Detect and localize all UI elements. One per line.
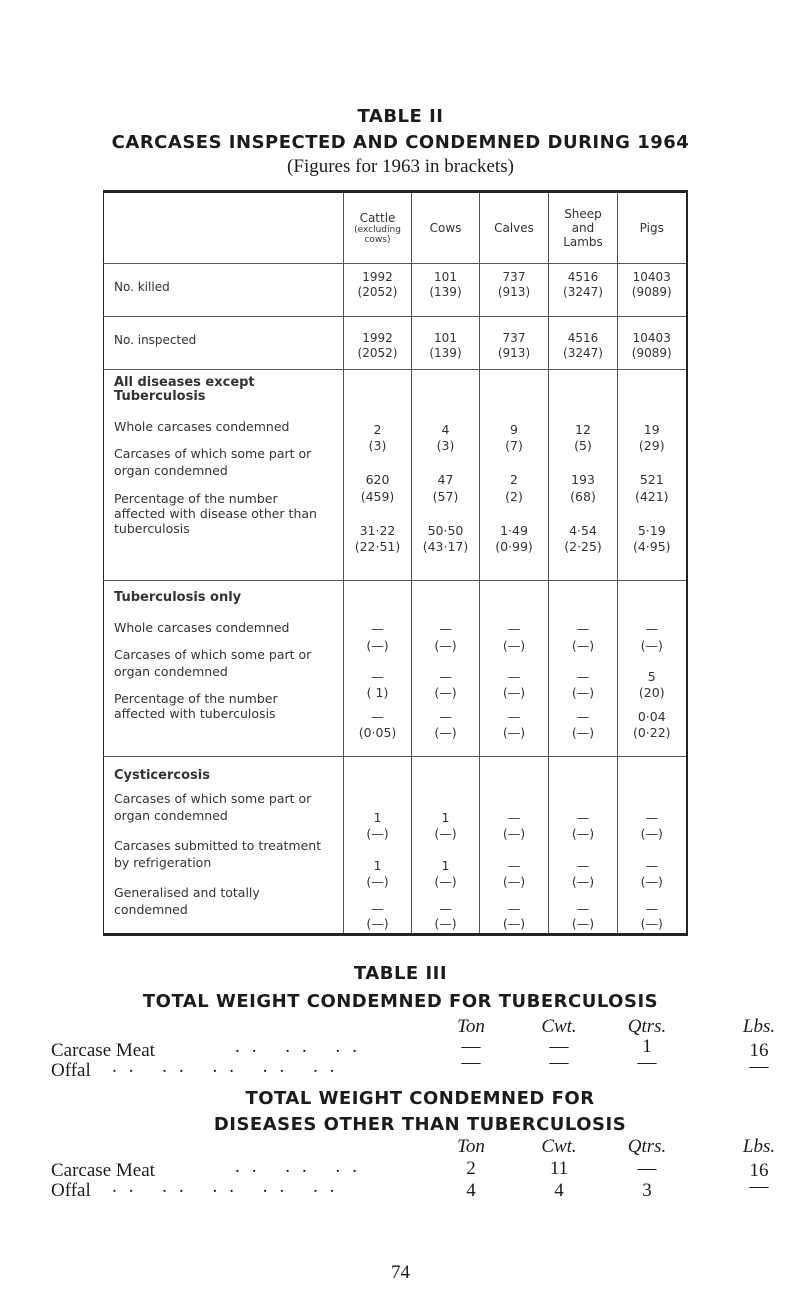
table-cell-prev: (20) <box>638 685 665 700</box>
table-cell-prev: (9089) <box>631 346 672 360</box>
table-cell-prev: (—) <box>366 916 389 931</box>
table-cell-prev: (—) <box>434 638 457 653</box>
table-cell: 9 <box>510 422 518 437</box>
unit-ton: Ton <box>457 1136 485 1157</box>
table-cell-prev: (2·25) <box>564 539 602 554</box>
table-cell: — <box>507 621 521 636</box>
carcases-table <box>103 190 688 936</box>
header-blank <box>104 192 344 264</box>
row-label: Whole carcases condemned <box>114 620 290 635</box>
row-label: Carcases submitted to treatment by refrigeration <box>114 838 322 870</box>
table-cell: — <box>371 669 384 684</box>
table-cell-prev: (139) <box>429 285 462 299</box>
row-label: Carcases of which some part or organ condemned <box>114 647 312 679</box>
table-cell: 4 <box>441 422 450 437</box>
row-label: Carcases of which some part or organ condemned <box>114 446 312 478</box>
row-label: No. inspected <box>114 333 197 347</box>
table-cell-prev: (—) <box>571 916 595 931</box>
row-label: Offal <box>51 1180 91 1201</box>
table-cell-prev: (57) <box>432 489 459 504</box>
table-cell-prev: (—) <box>640 916 663 931</box>
page-number: 74 <box>391 1262 410 1283</box>
table-cell-prev: (—) <box>640 826 663 841</box>
table-cell-prev: (—) <box>434 826 457 841</box>
table-iii-title-tb: TOTAL WEIGHT CONDEMNED FOR TUBERCULOSIS <box>142 991 659 1012</box>
table-cell-prev: (—) <box>571 685 595 700</box>
table-cell: 193 <box>571 472 595 487</box>
table-cell: 10403 <box>632 331 671 345</box>
table-cell: 737 <box>502 270 526 284</box>
unit-qtrs: Qtrs. <box>627 1136 667 1157</box>
section-title: All diseases except Tuberculosis <box>114 375 255 404</box>
table-cell: 1992 <box>362 331 393 345</box>
table-cell: 50·50 <box>427 523 464 538</box>
table-cell-prev: (—) <box>571 874 595 889</box>
table-cell: — <box>749 1176 769 1197</box>
leader-dots: .. .. .. <box>235 1156 369 1177</box>
table-cell-prev: (—) <box>502 916 526 931</box>
table-cell-prev: (—) <box>502 725 526 740</box>
table-cell: — <box>576 901 590 916</box>
table-cell-prev: (—) <box>434 916 457 931</box>
table-cell-prev: (—) <box>366 638 389 653</box>
table-cell-prev: (—) <box>571 725 595 740</box>
table-cell: — <box>576 669 590 684</box>
row-label: No. killed <box>114 280 170 294</box>
table-cell-prev: (—) <box>502 826 526 841</box>
section-cysticercosis <box>104 757 687 935</box>
table-cell-prev: (—) <box>502 685 526 700</box>
table-cell: 2 <box>373 422 382 437</box>
table-cell: — <box>439 621 452 636</box>
table-iii-title-other: TOTAL WEIGHT CONDEMNED FOR DISEASES OTHER THAN TUBERCULOSIS <box>213 1088 627 1135</box>
table-cell: 16 <box>749 1040 769 1061</box>
row-label: Carcase Meat <box>51 1040 155 1061</box>
table-cell-prev: (68) <box>570 489 596 504</box>
table-cell: — <box>549 1036 569 1057</box>
table-cell: — <box>371 709 384 724</box>
table-ii-heading: TABLE II <box>357 106 444 127</box>
table-cell-prev: (0·22) <box>632 725 671 740</box>
table-cell: — <box>645 858 658 873</box>
table-cell: 1 <box>441 810 450 825</box>
section-tuberculosis <box>104 581 687 757</box>
table-cell: 12 <box>575 422 591 437</box>
section-all-diseases <box>104 370 687 581</box>
table-cell: 2 <box>510 472 518 487</box>
table-cell: — <box>439 709 452 724</box>
unit-lbs: Lbs. <box>742 1136 776 1157</box>
table-cell-prev: (5) <box>574 438 592 453</box>
table-cell-prev: (913) <box>497 285 531 299</box>
row-label: Generalised and totally condemned <box>114 885 260 917</box>
table-cell: — <box>645 901 658 916</box>
table-cell: — <box>439 901 452 916</box>
table-cell-prev: (9089) <box>631 285 672 299</box>
section-title: Tuberculosis only <box>114 590 242 605</box>
unit-lbs: Lbs. <box>742 1016 776 1037</box>
header-sheep: Sheep and Lambs <box>549 192 618 264</box>
row-label: Carcase Meat <box>51 1160 155 1181</box>
leader-dots: .. .. .. <box>235 1036 369 1057</box>
row-killed <box>104 264 687 317</box>
table-cell: — <box>637 1158 657 1179</box>
table-cell-prev: (3) <box>368 438 387 453</box>
table-cell: — <box>576 858 590 873</box>
unit-ton: Ton <box>457 1016 485 1037</box>
table-cell-prev: (3247) <box>563 346 603 360</box>
table-cell: — <box>576 810 590 825</box>
table-cell: — <box>549 1052 569 1073</box>
table-cell: 1 <box>642 1036 652 1057</box>
cattle-note: (excluding cows) <box>354 225 401 245</box>
table-cell: — <box>371 621 384 636</box>
header-pigs: Pigs <box>618 192 687 264</box>
table-cell-prev: (913) <box>497 346 531 360</box>
table-cell: 2 <box>466 1158 476 1179</box>
table-cell-prev: (—) <box>502 638 526 653</box>
table-cell: 10403 <box>632 270 671 284</box>
section-title: Cysticercosis <box>114 768 210 783</box>
table-cell-prev: (4·95) <box>632 539 671 554</box>
table-cell: 1·49 <box>500 523 528 538</box>
table-cell-prev: (—) <box>640 874 663 889</box>
table-cell-prev: (459) <box>360 489 395 504</box>
row-label: Offal <box>51 1060 91 1081</box>
table-cell-prev: (43·17) <box>422 539 469 554</box>
table-cell: 16 <box>749 1160 769 1181</box>
table-cell-prev: (2) <box>505 489 523 504</box>
table-cell-prev: (421) <box>634 489 669 504</box>
table-cell: — <box>507 858 521 873</box>
table-cell: — <box>576 709 590 724</box>
header-calves: Calves <box>480 192 549 264</box>
table-cell: — <box>645 810 658 825</box>
table-cell-prev: (7) <box>505 438 523 453</box>
table-cell-prev: (0·05) <box>358 725 397 740</box>
table-cell: 5·19 <box>637 523 666 538</box>
table-cell: 1 <box>441 858 450 873</box>
table-cell: — <box>637 1052 657 1073</box>
table-cell: 101 <box>434 331 457 345</box>
table-cell: — <box>371 901 384 916</box>
row-label: Percentage of the number affected with tuberculosis <box>114 691 278 721</box>
table-cell: — <box>439 669 452 684</box>
table-cell-prev: (—) <box>366 874 389 889</box>
table-cell: — <box>507 810 521 825</box>
table-cell: 620 <box>365 472 390 487</box>
table-cell-prev: (—) <box>434 725 457 740</box>
table-cell: — <box>507 901 521 916</box>
table-cell-prev: (—) <box>640 638 663 653</box>
table-cell-prev: (—) <box>571 638 595 653</box>
unit-cwt: Cwt. <box>541 1136 577 1157</box>
table-cell-prev: (29) <box>638 438 665 453</box>
table-iii-heading: TABLE III <box>353 963 448 984</box>
table-cell-prev: (—) <box>366 826 389 841</box>
table-cell-prev: (—) <box>502 874 526 889</box>
table-cell-prev: (2052) <box>357 346 398 360</box>
header-row <box>104 192 687 264</box>
table-cell-prev: (—) <box>434 685 457 700</box>
table-cell: 521 <box>639 472 664 487</box>
table-cell-prev: (—) <box>571 826 595 841</box>
table-cell: 5 <box>647 669 656 684</box>
table-cell-prev: (—) <box>434 874 457 889</box>
table-cell: — <box>576 621 590 636</box>
table-cell-prev: ( 1) <box>366 685 389 700</box>
table-cell: 3 <box>642 1180 652 1201</box>
table-cell: 19 <box>643 422 660 437</box>
row-label: Carcases of which some part or organ condemned <box>114 791 312 823</box>
table-cell-prev: (3) <box>436 438 455 453</box>
table-cell: 47 <box>437 472 454 487</box>
table-cell: 4·54 <box>569 523 597 538</box>
unit-cwt: Cwt. <box>541 1016 577 1037</box>
table-cell: — <box>461 1036 481 1057</box>
leader-dots: .. .. .. .. .. <box>112 1056 347 1077</box>
leader-dots: .. .. .. .. .. <box>112 1176 347 1197</box>
table-cell: 4 <box>554 1180 564 1201</box>
table-cell: 31·22 <box>359 523 396 538</box>
table-cell: 1 <box>373 858 382 873</box>
table-cell: — <box>507 669 521 684</box>
table-cell: — <box>749 1056 769 1077</box>
table-cell-prev: (139) <box>429 346 462 360</box>
table-cell: — <box>461 1052 481 1073</box>
row-label: Percentage of the number affected with disease other than tuberculosis <box>114 491 317 536</box>
table-ii-subtitle: (Figures for 1963 in brackets) <box>287 156 514 177</box>
row-inspected <box>104 317 687 370</box>
header-cows: Cows <box>412 192 480 264</box>
table-cell-prev: (3247) <box>563 285 603 299</box>
table-cell: 737 <box>502 331 526 345</box>
table-cell-prev: (22·51) <box>354 539 401 554</box>
table-cell: 0·04 <box>637 709 666 724</box>
table-cell: 1 <box>373 810 382 825</box>
table-cell: 11 <box>549 1158 569 1179</box>
table-cell: 1992 <box>362 270 393 284</box>
header-cattle: Cattle (excluding cows) <box>344 192 412 264</box>
table-cell-prev: (2052) <box>357 285 398 299</box>
table-cell: 4516 <box>567 331 599 345</box>
table-cell: 101 <box>434 270 457 284</box>
table-ii-title: CARCASES INSPECTED AND CONDEMNED DURING 1964 <box>111 132 690 153</box>
table-cell: — <box>507 709 521 724</box>
row-label: Whole carcases condemned <box>114 419 290 434</box>
table-cell: 4516 <box>567 270 599 284</box>
table-cell: — <box>645 621 658 636</box>
table-cell: 4 <box>466 1180 476 1201</box>
unit-qtrs: Qtrs. <box>627 1016 667 1037</box>
table-cell-prev: (0·99) <box>495 539 533 554</box>
